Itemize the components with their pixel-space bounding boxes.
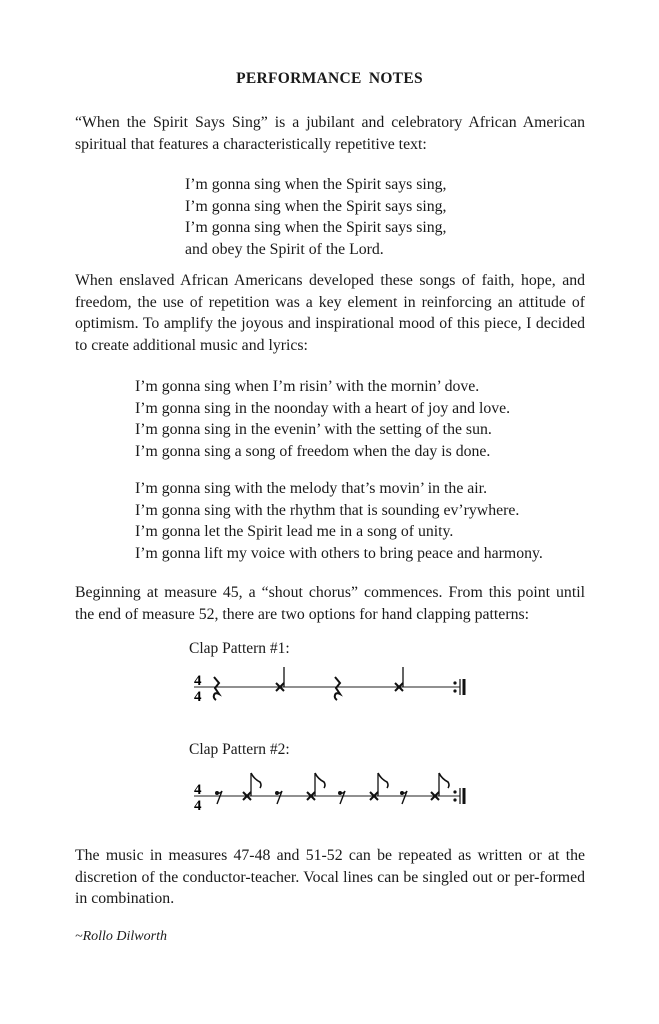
verse-additional-lyrics-1 — [135, 376, 510, 462]
verse-line: I’m gonna sing when the Spirit says sing, — [185, 219, 447, 236]
verse-line: I’m gonna sing with the melody that’s movin’ in the air. — [135, 480, 488, 497]
verse-line: I’m gonna sing with the rhythm that is sounding ev’rywhere. — [135, 501, 520, 519]
time-signature-bottom: 4 — [194, 798, 202, 814]
verse-original-lyrics — [185, 174, 447, 260]
eighth-rest-icon — [275, 791, 282, 804]
verse-additional-lyrics-2 — [135, 478, 543, 564]
verse-line: I’m gonna sing in the noonday with a heart of joy and love. — [135, 399, 511, 417]
time-signature-top: 4 — [194, 673, 202, 689]
shout-chorus-paragraph: Beginning at measure 45, a “shout chorus” commences. From this point until the end of measure 52, there are two options for hand clapping patterns: — [75, 584, 585, 623]
eighth-rest-icon — [215, 791, 222, 804]
time-signature-bottom: 4 — [194, 689, 202, 705]
eighth-rest-icon — [400, 791, 407, 804]
clap-pattern-2-label: Clap Pattern #2: — [189, 741, 290, 758]
verse-line: I’m gonna lift my voice with others to bring peace and harmony. — [135, 544, 543, 562]
quarter-rest-icon — [335, 677, 340, 700]
intro-paragraph: “When the Spirit Says Sing” is a jubilant and celebratory African American spiritual that features a characteristically repetitive text: — [75, 114, 585, 153]
verse-line: I’m gonna sing when the Spirit says sing, — [185, 197, 447, 215]
eighth-rest-icon — [338, 791, 345, 804]
page-title: PERFORMANCE NOTES — [236, 70, 423, 87]
time-signature-top: 4 — [194, 782, 202, 798]
closing-paragraph: The music in measures 47-48 and 51-52 can be repeated as written or at the discretion of the conductor-teacher. Vocal lines can be singled out or per-formed in combination. — [75, 847, 585, 907]
verse-line: I’m gonna let the Spirit lead me in a song of unity. — [135, 523, 454, 540]
verse-line: I’m gonna sing when the Spirit says sing, — [185, 176, 447, 193]
verse-line: I’m gonna sing a song of freedom when the day is done. — [135, 442, 491, 460]
quarter-rest-icon — [214, 677, 219, 700]
history-paragraph: When enslaved African Americans developed these songs of faith, hope, and freedom, the use of repetition was a key element in reinforcing an attitude of optimism. To amplify the joyous and inspirational mood of this piece, I decided to create additional music and lyrics: — [75, 272, 585, 354]
author-signature: ~Rollo Dilworth — [75, 929, 167, 944]
clap-pattern-2-notation — [188, 760, 473, 820]
clap-pattern-1-notation — [188, 660, 473, 720]
verse-line: I’m gonna sing when I’m risin’ with the mornin’ dove. — [135, 378, 480, 395]
verse-line: and obey the Spirit of the Lord. — [185, 240, 384, 258]
verse-line: I’m gonna sing in the evenin’ with the setting of the sun. — [135, 421, 492, 438]
clap-pattern-1-label: Clap Pattern #1: — [189, 640, 290, 657]
